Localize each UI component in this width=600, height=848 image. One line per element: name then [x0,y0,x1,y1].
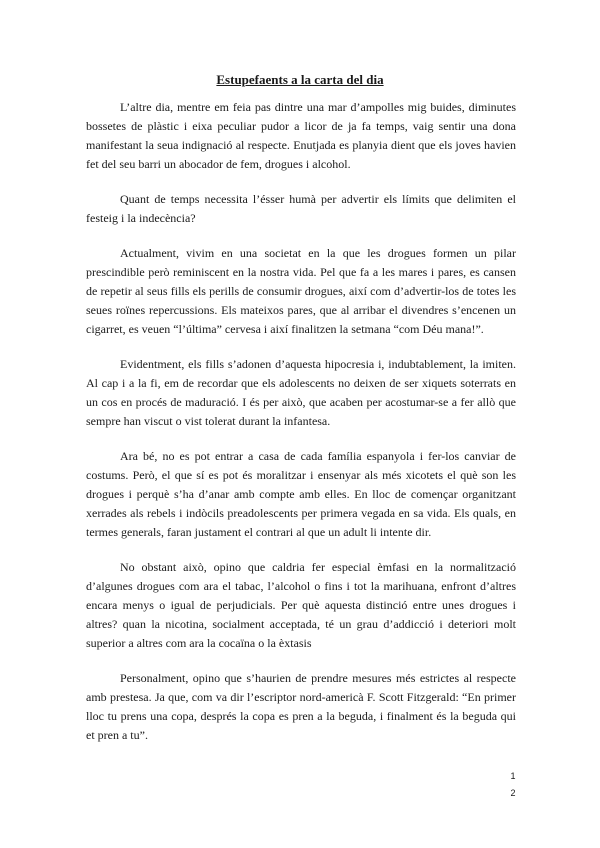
paragraph-2: Quant de temps necessita l’ésser humà per advertir els límits que delimiten el festeig i la indecència? [86,192,516,225]
paragraph-7: Personalment, opino que s’haurien de prendre mesures més estrictes al respecte amb prestesa. Ja que, com va dir l’escriptor nord-americà F. Scott Fitzgerald: “En primer lloc tu prens una copa, després la copa es pren a la beguda, i finalment és la beguda qui et pren a tu”. [86,671,516,742]
page-number-line-2: 2 [510,788,516,798]
document-body [86,98,516,761]
paragraph-4: Evidentment, els fills s’adonen d’aquesta hipocresia i, indubtablement, la imiten. Al cap i a la fi, em de recordar que els adolescents no deixen de ser xiquets soterrats en un cos en procés de maduració. I és per això, que acaben per acostumar-se a fer allò que sempre han viscut o vist tolerat durant la infantesa. [86,357,516,428]
paragraph-3: Actualment, vivim en una societat en la que les drogues formen un pilar prescindible però reminiscent en la nostra vida. Pel que fa a les mares i pares, es cansen de repetir al seus fills els perills de consumir drogues, així com d’advertir-los de totes les seues roïnes repercussions. Els mateixos pares, que al arribar el divendres s’encenen un cigarret, es veuen “l’última” cervesa i així finalitzen la setmana “com Déu mana!”. [86,246,516,336]
paragraph-6: No obstant això, opino que caldria fer especial èmfasi en la normalització d’algunes drogues com ara el tabac, l’alcohol o fins i tot la marihuana, enfront d’altres encara menys o igual de perjudicials. Per què aquesta distinció entre unes drogues i altres? quan la nicotina, socialment acceptada, té un grau d’addicció i deteriori molt superior a altres com ara la cocaïna o la èxtasis [86,560,516,650]
paragraph-1: L’altre dia, mentre em feia pas dintre una mar d’ampolles mig buides, diminutes bossetes de plàstic i eixa peculiar pudor a licor de ja fa temps, vaig sentir una dona manifestant la seua indignació al respecte. Enutjada es planyia dient que els joves havien fet del seu barri un abocador de fem, drogues i alcohol. [86,100,516,171]
paragraph-5: Ara bé, no es pot entrar a casa de cada família espanyola i fer-los canviar de costums. Però, el que sí es pot és moralitzar i ensenyar als més xicotets el què son les drogues i perquè s’ha d’anar amb compte amb elles. En lloc de començar organitzant xerrades als rebels i indòcils preadolescents per primera vegada en sa vida. Els quals, en termes generals, faran justament el contrari al que un adult li intente dir. [86,449,516,539]
document-title: Estupefaents a la carta del dia [216,72,384,87]
page-number-line-1: 1 [510,771,516,781]
page-number [506,768,520,802]
